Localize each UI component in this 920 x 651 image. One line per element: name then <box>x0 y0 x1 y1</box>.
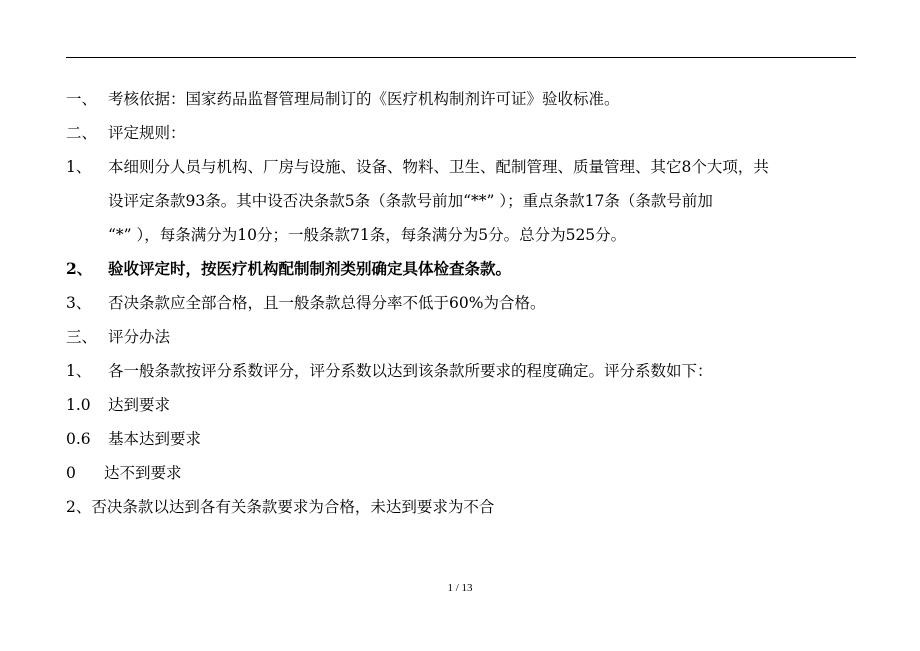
rule-item-3 <box>66 293 545 313</box>
coefficient-row <box>66 429 201 449</box>
coefficient-label: 基本达到要求 <box>108 430 202 448</box>
coefficient-row <box>66 463 182 483</box>
scoring-item-1 <box>66 361 713 381</box>
section-rules <box>66 123 186 143</box>
section-text: 评分办法 <box>108 328 171 346</box>
item-text: 设评定条款93条。其中设否决条款5条（条款号前加“**” ）；重点条款17条（条款号前加 <box>108 192 713 210</box>
coefficient-label: 达不到要求 <box>104 464 182 482</box>
scoring-item-2 <box>66 497 494 517</box>
section-text: 评定规则： <box>108 124 186 142</box>
item-number: 1、 <box>66 158 92 176</box>
page-number: 1 / 13 <box>447 582 473 594</box>
coefficient-value: 1.0 <box>66 396 91 414</box>
item-text: 2、否决条款以达到各有关条款要求为合格，未达到要求为不合 <box>66 498 495 516</box>
section-scoring <box>66 327 170 347</box>
section-number: 三、 <box>66 328 98 346</box>
section-text: 考核依据：国家药品监督管理局制订的《医疗机构制剂许可证》验收标准。 <box>108 90 620 108</box>
header-rule <box>66 57 856 58</box>
coefficient-label: 达到要求 <box>108 396 171 414</box>
item-text: 否决条款应全部合格，且一般条款总得分率不低于60%为合格。 <box>108 294 546 312</box>
section-basis <box>66 89 620 109</box>
rule-item-1-cont <box>108 225 626 245</box>
section-number: 一、 <box>66 90 98 108</box>
item-text: 本细则分人员与机构、厂房与设施、设备、物料、卫生、配制管理、质量管理、其它8个大项，共 <box>108 158 769 176</box>
rule-item-2 <box>66 259 511 279</box>
item-number: 2、 <box>66 259 93 278</box>
item-text: 验收评定时，按医疗机构配制制剂类别确定具体检查条款。 <box>108 259 512 278</box>
rule-item-1 <box>66 157 769 177</box>
item-text: 各一般条款按评分系数评分，评分系数以达到该条款所要求的程度确定。评分系数如下： <box>108 362 713 380</box>
item-text: “*” ），每条满分为10分；一般条款71条，每条满分为5分。总分为525分。 <box>108 226 627 244</box>
item-number: 3、 <box>66 294 92 312</box>
coefficient-row <box>66 395 170 415</box>
item-number: 1、 <box>66 362 92 380</box>
coefficient-value: 0 <box>66 464 76 482</box>
coefficient-value: 0.6 <box>66 430 91 448</box>
section-number: 二、 <box>66 124 98 142</box>
rule-item-1-cont <box>108 191 713 211</box>
